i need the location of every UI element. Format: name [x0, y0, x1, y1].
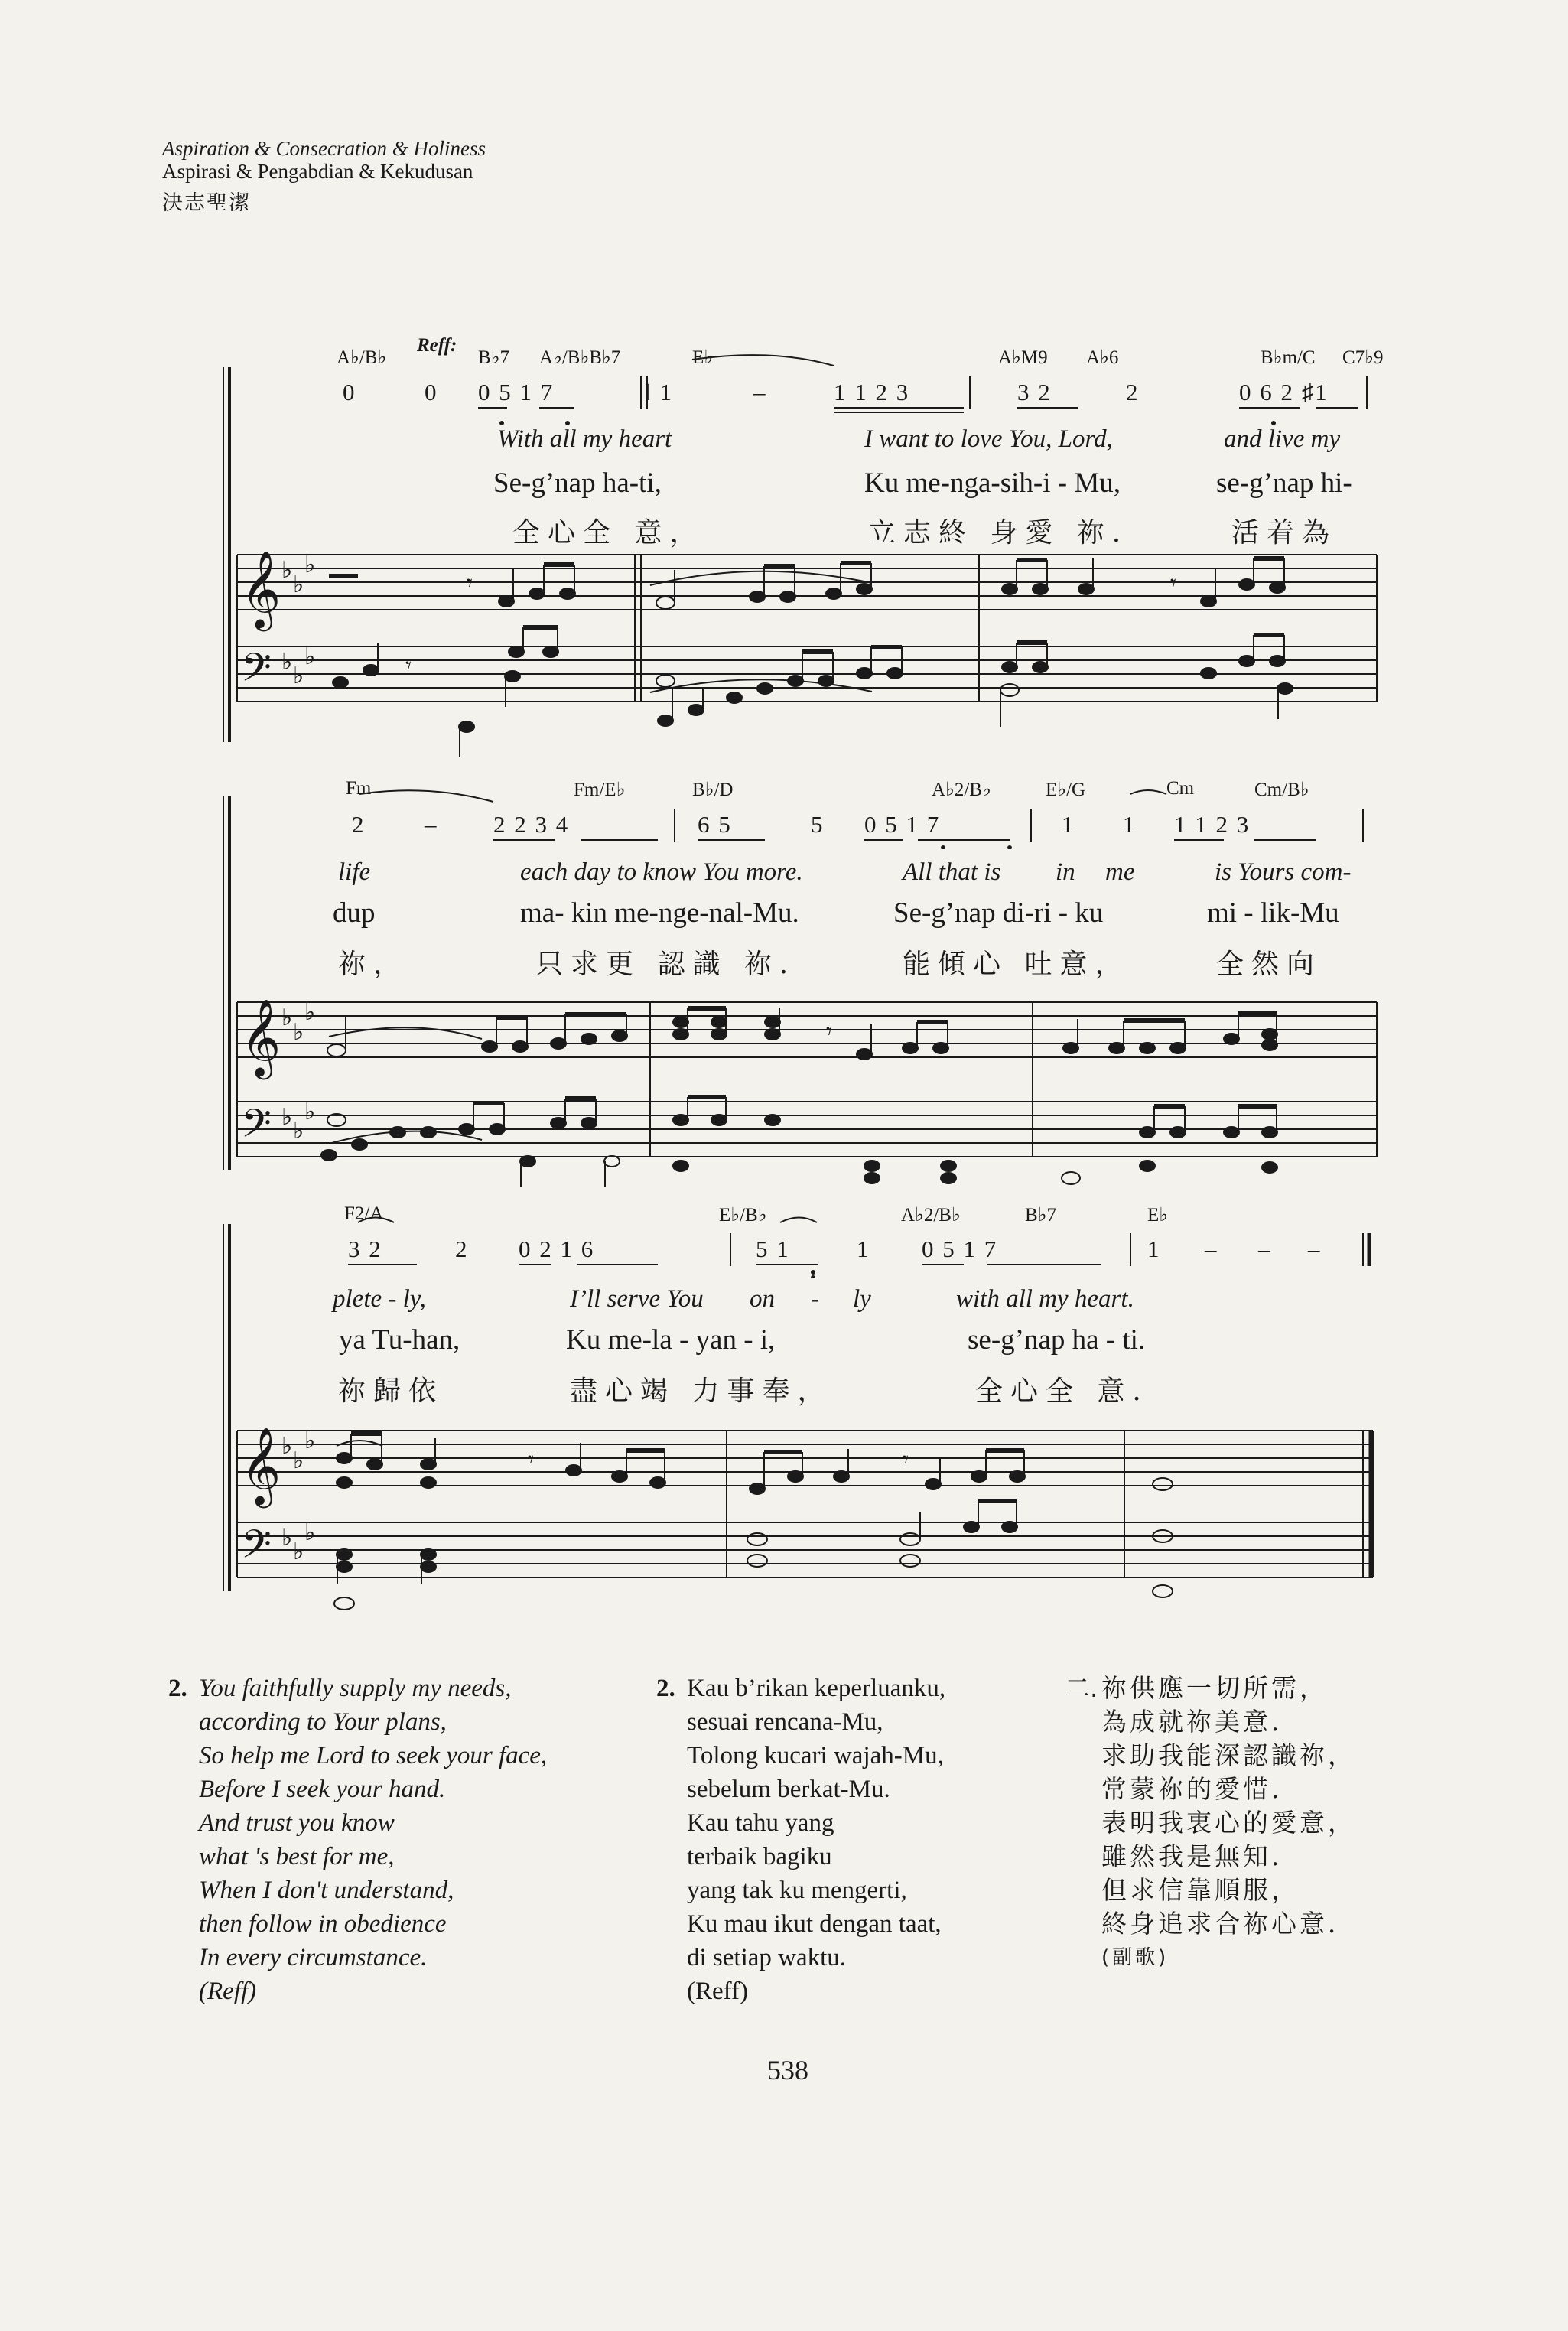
number-notation: 5: [811, 811, 825, 838]
lyric-english: and live my: [1224, 425, 1341, 453]
number-notation: 3 2: [348, 1235, 382, 1262]
verse-line: 雖然我是無知．: [1101, 1841, 1300, 1871]
verse-line: what 's best for me,: [199, 1843, 395, 1870]
lyric-english: me: [1105, 858, 1135, 886]
svg-text:♭: ♭: [293, 1447, 304, 1474]
lyric-english: -: [811, 1285, 819, 1313]
chord: Fm: [346, 778, 372, 799]
svg-text:♭: ♭: [281, 557, 293, 584]
lyric-indonesian: mi - lik-Mu: [1207, 897, 1339, 929]
lyric-english: in: [1056, 858, 1075, 886]
svg-text:♭: ♭: [304, 1519, 316, 1546]
lyric-indonesian: Se-g’nap di-ri - ku: [893, 897, 1104, 929]
chord: E♭: [1147, 1205, 1169, 1226]
number-notation: 2: [455, 1235, 469, 1262]
verse-line: (副歌): [1101, 1946, 1169, 1969]
verse-line: according to Your plans,: [199, 1708, 447, 1736]
treble-clef-icon: 𝄞: [241, 549, 281, 628]
lyric-chinese: 祢，: [338, 949, 409, 980]
chord: Cm: [1166, 778, 1195, 799]
lyric-english: each day to know You more.: [520, 858, 803, 886]
verse-line: di setiap waktu.: [687, 1944, 847, 1971]
chord: A♭/B♭B♭7: [539, 347, 621, 368]
number-notation: 1: [857, 1235, 870, 1262]
verse-line: So help me Lord to seek your face,: [199, 1742, 548, 1769]
svg-text:𝄾: 𝄾: [405, 653, 412, 679]
lyric-english: life: [338, 858, 371, 886]
verse-line: 祢供應一切所需，: [1101, 1673, 1328, 1703]
verse-line: In every circumstance.: [199, 1944, 428, 1971]
grand-staff: [222, 1224, 1384, 1652]
number-notation: 0: [425, 379, 438, 405]
chord: Fm/E♭: [574, 780, 626, 800]
number-notation: 1: [1062, 811, 1075, 838]
verse-line: sesuai rencana-Mu,: [687, 1708, 883, 1736]
verse-line: Ku mau ikut dengan taat,: [687, 1910, 942, 1938]
svg-text:♭: ♭: [293, 1538, 304, 1565]
svg-text:♭: ♭: [293, 1019, 304, 1046]
verse-line: terbaik bagiku: [687, 1843, 832, 1870]
bass-clef-icon: 𝄢: [241, 644, 272, 700]
lyric-english: ly: [853, 1285, 871, 1313]
treble-clef-icon: 𝄞: [241, 1426, 281, 1505]
section-title-zh: 決志聖潔: [162, 191, 251, 215]
number-notation: –: [1205, 1235, 1218, 1262]
number-notation: 0: [343, 379, 356, 405]
lyric-chinese: 全然向: [1216, 949, 1322, 980]
section-title-id: Aspirasi & Pengabdian & Kekudusan: [162, 160, 473, 183]
lyric-chinese: 祢歸依: [338, 1375, 444, 1407]
verse-line: And trust you know: [199, 1809, 395, 1837]
number-notation: –: [1258, 1235, 1272, 1262]
svg-text:♭: ♭: [304, 999, 316, 1026]
svg-text:♭: ♭: [281, 1433, 293, 1460]
number-notation: –: [753, 379, 767, 405]
chord: B♭m/C: [1261, 347, 1316, 368]
reff-label: Reff:: [417, 335, 457, 356]
number-notation: 1 1 2 3: [1174, 811, 1251, 838]
number-notation: 6 5: [698, 811, 732, 838]
verse-2-chinese: [1065, 1672, 1356, 1975]
chord: A♭6: [1086, 347, 1119, 368]
lyric-english: with all my heart.: [956, 1285, 1134, 1313]
svg-text:♭: ♭: [304, 1428, 316, 1454]
svg-text:♭: ♭: [293, 663, 304, 689]
svg-text:♭: ♭: [281, 1104, 293, 1131]
number-notation: 2 2 3 4: [493, 811, 570, 838]
number-notation: 0 2 1 6: [519, 1235, 595, 1262]
svg-text:𝄾: 𝄾: [826, 1019, 832, 1044]
chord: E♭: [692, 347, 714, 368]
svg-text:♭: ♭: [304, 643, 316, 670]
lyric-indonesian: dup: [333, 897, 376, 929]
svg-text:♭: ♭: [281, 1004, 293, 1031]
chord: A♭M9: [998, 347, 1048, 368]
verse-line: sebelum berkat-Mu.: [687, 1776, 890, 1803]
lyric-chinese: 只求更 認識 祢．: [535, 949, 815, 980]
number-notation: 0 5 1 7: [478, 379, 555, 405]
number-notation: –: [1308, 1235, 1322, 1262]
chord: B♭/D: [692, 780, 734, 800]
verse-line: Before I seek your hand.: [199, 1776, 446, 1803]
chord: E♭/B♭: [719, 1205, 767, 1226]
number-notation: 1 1 2 3: [834, 379, 910, 405]
verse-2-indonesian: [656, 1672, 946, 2008]
verse-line: 求助我能深認識祢，: [1101, 1740, 1356, 1770]
number-notation: 2: [352, 811, 366, 838]
lyric-english: All that is: [903, 858, 1001, 886]
lyric-chinese: 全心全 意．: [975, 1375, 1168, 1407]
verse-line: When I don't understand,: [199, 1877, 454, 1904]
verse-line: then follow in obedience: [199, 1910, 447, 1938]
verse-line: 但求信靠順服，: [1101, 1875, 1300, 1905]
chord: Cm/B♭: [1254, 780, 1309, 800]
lyric-english: I want to love You, Lord,: [864, 425, 1113, 453]
chord: B♭7: [478, 347, 509, 368]
grand-staff: [222, 367, 1384, 765]
svg-text:♭: ♭: [281, 649, 293, 676]
chord: E♭/G: [1046, 780, 1086, 800]
lyric-chinese: 能傾心 吐意，: [903, 949, 1130, 980]
chord: A♭/B♭: [337, 347, 387, 368]
number-notation: –: [425, 811, 438, 838]
lyric-english: plete - ly,: [333, 1285, 426, 1313]
verse-line: 表明我衷心的愛意，: [1101, 1808, 1356, 1838]
svg-text:𝄾: 𝄾: [528, 1447, 534, 1473]
bass-clef-icon: 𝄢: [241, 1521, 272, 1577]
chord: A♭2/B♭: [932, 780, 991, 800]
svg-text:𝄾: 𝄾: [467, 571, 473, 596]
svg-text:♭: ♭: [293, 571, 304, 598]
lyric-english: With all my heart: [497, 425, 672, 453]
lyric-indonesian: Se-g’nap ha-ti,: [493, 467, 662, 499]
verse-2-english: [168, 1672, 548, 2008]
number-notation: 2: [1126, 379, 1140, 405]
lyric-chinese: 立志終 身愛 祢．: [868, 517, 1147, 549]
chord: C7♭9: [1342, 347, 1384, 368]
lyric-indonesian: se-g’nap ha - ti.: [968, 1324, 1146, 1356]
lyric-english: I’ll serve You: [570, 1285, 704, 1313]
number-notation: 3 2: [1017, 379, 1052, 405]
lyric-indonesian: Ku me-nga-sih-i - Mu,: [864, 467, 1121, 499]
number-notation: 5 1: [756, 1235, 790, 1262]
verse-line: yang tak ku mengerti,: [687, 1877, 907, 1904]
number-notation: 1: [1147, 1235, 1161, 1262]
verse-line: 常蒙祢的愛惜．: [1101, 1774, 1300, 1804]
lyric-indonesian: ya Tu-han,: [339, 1324, 460, 1356]
lyric-chinese: 盡心竭 力事奉，: [570, 1375, 833, 1407]
verse-line: Kau tahu yang: [687, 1809, 834, 1837]
verse-number: 2.: [168, 1675, 187, 1702]
svg-text:𝄾: 𝄾: [903, 1447, 909, 1473]
lyric-english: is Yours com-: [1215, 858, 1352, 886]
grand-staff: [222, 796, 1384, 1224]
treble-clef-icon: 𝄞: [241, 998, 281, 1076]
verse-number: 二.: [1065, 1673, 1098, 1703]
verse-line: Kau b’rikan keperluanku,: [687, 1675, 946, 1702]
svg-text:♭: ♭: [304, 1099, 316, 1125]
page-number: 538: [767, 2055, 808, 2085]
verse-line: (Reff): [687, 1978, 749, 2005]
chord: B♭7: [1025, 1205, 1056, 1226]
svg-text:♭: ♭: [281, 1525, 293, 1551]
lyric-indonesian: se-g’nap hi-: [1216, 467, 1352, 499]
verse-line: 為成就祢美意．: [1101, 1707, 1300, 1737]
verse-line: You faithfully supply my needs,: [199, 1675, 512, 1702]
svg-text:♭: ♭: [304, 552, 316, 578]
lyric-chinese: 活着為: [1231, 517, 1338, 549]
number-notation: 0 6 2 ♯1: [1239, 379, 1329, 405]
svg-text:♭: ♭: [293, 1118, 304, 1144]
lyric-indonesian: Ku me-la - yan - i,: [566, 1324, 776, 1356]
number-notation: 0 5 1 7: [864, 811, 941, 838]
number-notation: ‖ 1: [644, 379, 673, 405]
verse-line: 終身追求合祢心意．: [1101, 1909, 1356, 1939]
verse-line: Tolong kucari wajah-Mu,: [687, 1742, 944, 1769]
bass-clef-icon: 𝄢: [241, 1100, 272, 1156]
lyric-chinese: 全心全 意，: [512, 517, 705, 549]
notation-underlines: [0, 0, 1568, 428]
number-notation: 1: [1123, 811, 1137, 838]
section-title-en: Aspiration & Consecration & Holiness: [162, 137, 486, 160]
chord: F2/A: [344, 1203, 384, 1224]
chord: A♭2/B♭: [901, 1205, 961, 1226]
lyric-indonesian: ma- kin me-nge-nal-Mu.: [520, 897, 799, 929]
verse-number: 2.: [656, 1675, 675, 1702]
lyric-english: on: [750, 1285, 775, 1313]
svg-text:𝄾: 𝄾: [1170, 571, 1176, 596]
verse-line: (Reff): [199, 1978, 257, 2005]
number-notation: 0 5 1 7: [922, 1235, 998, 1262]
